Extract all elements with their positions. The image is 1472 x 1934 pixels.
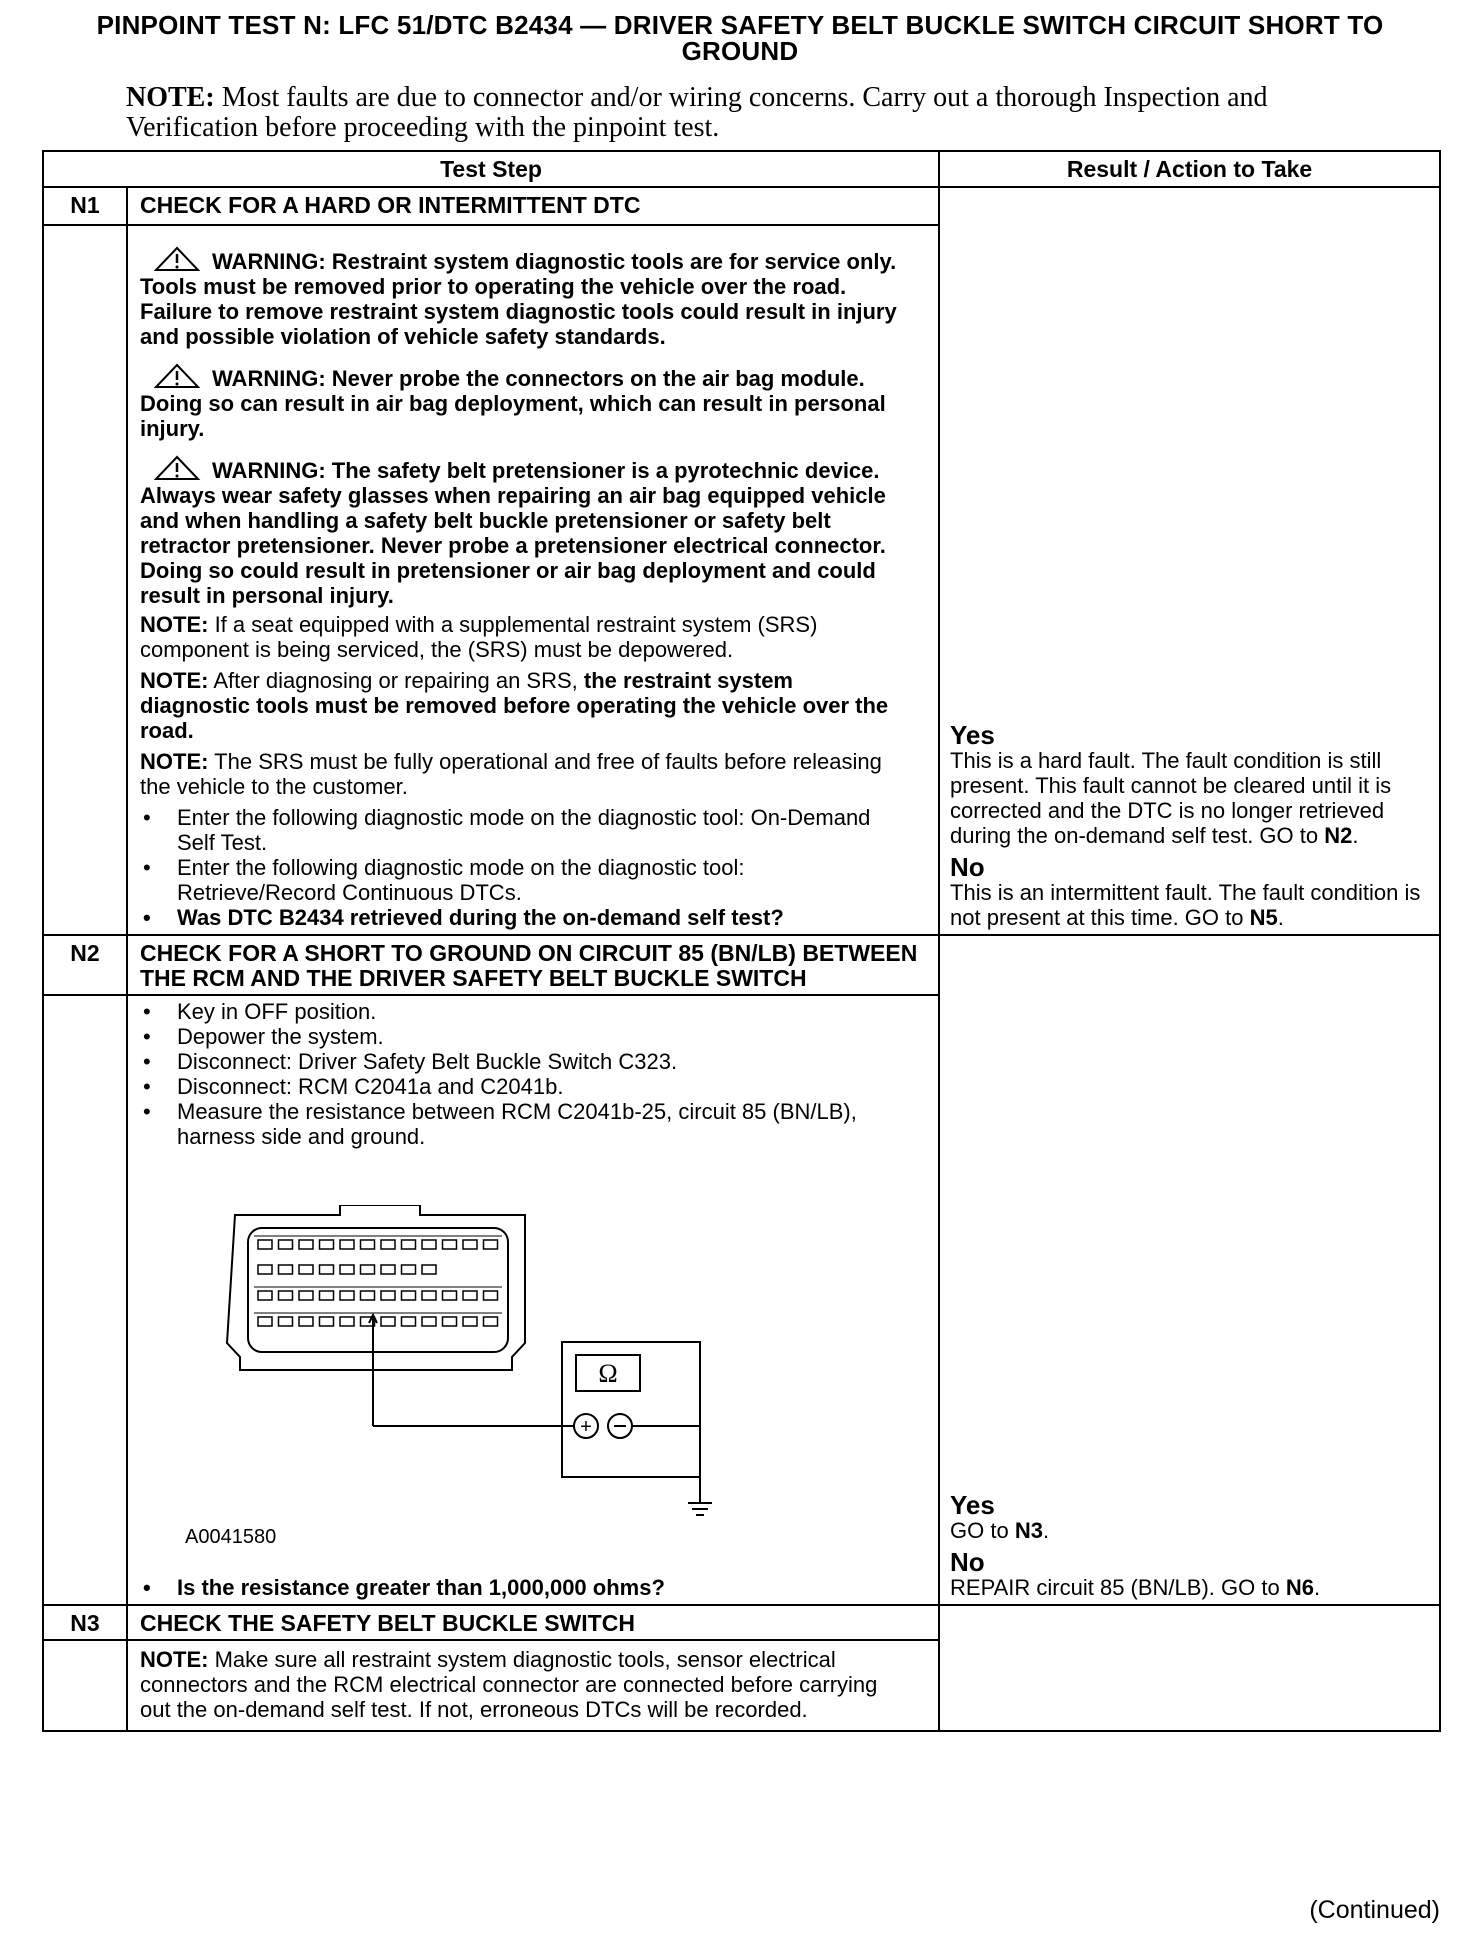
intro-note-text: Most faults are due to connector and/or wiring concerns. Carry out a thorough Inspection and Verification before proceeding with the pinpoint test. (126, 82, 1268, 143)
pin-cavity (340, 1240, 354, 1249)
pin-cavity (258, 1317, 272, 1326)
question-n1: • Was DTC B2434 retrieved during the on-demand self test? (140, 905, 898, 930)
pin-cavity (381, 1265, 395, 1274)
no-text-n1: This is an intermittent fault. The fault condition is not present at this time. GO to (950, 880, 1421, 930)
pin-cavity (279, 1240, 293, 1249)
step-id-spacer-n3 (43, 1640, 127, 1731)
pin-cavity (402, 1265, 416, 1274)
figure-id: A0041580 (185, 1526, 277, 1548)
pin-cavity (443, 1291, 457, 1300)
step-list-n1 (140, 805, 898, 930)
goto-link-n2[interactable]: N2 (1324, 823, 1353, 848)
pin-cavity (463, 1240, 477, 1249)
pin-cavity (422, 1317, 436, 1326)
continued-label: (Continued) (1309, 1896, 1440, 1924)
step-body-n3 (127, 1640, 939, 1731)
pin-cavity (258, 1240, 272, 1249)
step-id-n2: N2 (43, 935, 127, 995)
multimeter-body (562, 1342, 700, 1477)
pinpoint-test-table (42, 150, 1441, 1732)
note-1-label: NOTE: (140, 612, 209, 637)
warning-triangle-icon (152, 363, 202, 389)
pin-cavity (402, 1240, 416, 1249)
pin-cavity (422, 1265, 436, 1274)
pin-cavity (340, 1317, 354, 1326)
list-item: • Key in OFF position. (140, 999, 898, 1024)
pin-cavity (463, 1291, 477, 1300)
col-header-test-step: Test Step (43, 151, 939, 187)
warning-3-text: WARNING: The safety belt pretensioner is a pyrotechnic device. Always wear safety glasses when repairing an air bag equipped vehicle and when handling a safety belt buckle pretensioner or safety belt retractor pretensioner. Never probe a pretensioner electrical connector. Doing so could result in pretensioner or air bag deployment and could result in personal injury. (140, 458, 886, 608)
col-header-result: Result / Action to Take (939, 151, 1440, 187)
step-body-n1 (127, 225, 939, 935)
pin-cavity (361, 1265, 375, 1274)
no-end-n2: . (1313, 1575, 1321, 1600)
question-list-n2 (140, 1575, 898, 1600)
connector-pins (254, 1236, 502, 1326)
warning-triangle-icon (152, 455, 202, 481)
pin-cavity (340, 1265, 354, 1274)
warning-1 (140, 246, 898, 349)
list-item: • Depower the system. (140, 1024, 898, 1049)
result-n3 (939, 1605, 1440, 1731)
pin-cavity (422, 1291, 436, 1300)
no-text-n2: REPAIR circuit 85 (BN/LB). GO to (950, 1575, 1286, 1600)
step-n2-header-row (43, 935, 1440, 995)
pin-cavity (402, 1291, 416, 1300)
result-n1 (939, 187, 1440, 935)
question-n2: • Is the resistance greater than 1,000,000 ohms? (140, 1575, 898, 1600)
note-1-text: If a seat equipped with a supplemental restraint system (SRS) component is being serviced, the (SRS) must be depowered. (140, 612, 818, 662)
yes-action-n2 (950, 1518, 1433, 1543)
intro-note (126, 83, 1326, 143)
step-body-n2 (127, 995, 939, 1605)
pin-cavity (258, 1265, 272, 1274)
ohm-symbol: Ω (598, 1359, 618, 1388)
note-1 (140, 612, 898, 662)
plus-glyph: + (580, 1416, 592, 1438)
connector-measurement-figure (140, 1205, 760, 1575)
pin-cavity (381, 1291, 395, 1300)
step-id-spacer-n1 (43, 225, 127, 935)
pin-cavity (299, 1317, 313, 1326)
step-list-n2 (140, 999, 898, 1149)
note-3-label: NOTE: (140, 749, 209, 774)
pin-cavity (463, 1317, 477, 1326)
warning-3 (140, 455, 898, 608)
pin-cavity (361, 1240, 375, 1249)
note-n3-text: Make sure all restraint system diagnostic tools, sensor electrical connectors and the RCM electrical connector are connected before carrying out the on-demand self test. If not, erroneous DTCs will be recorded. (140, 1647, 878, 1722)
warning-1-text: WARNING: Restraint system diagnostic tools are for service only. Tools must be removed prior to operating the vehicle over the road. Failure to remove restraint system diagnostic tools could result in injury and possible violation of vehicle safety standards. (140, 249, 897, 349)
pin-cavity (299, 1240, 313, 1249)
no-end-n1: . (1277, 905, 1284, 930)
no-label-n1: No (950, 852, 985, 882)
pin-cavity (320, 1291, 334, 1300)
pin-cavity (484, 1291, 498, 1300)
pin-cavity (299, 1265, 313, 1274)
pin-cavity (258, 1291, 272, 1300)
yes-label-n1: Yes (950, 720, 995, 750)
step-heading-n3: CHECK THE SAFETY BELT BUCKLE SWITCH (127, 1605, 939, 1640)
note-n3 (140, 1647, 898, 1722)
page-title: PINPOINT TEST N: LFC 51/DTC B2434 — DRIVER SAFETY BELT BUCKLE SWITCH CIRCUIT SHORT TO GROUND (96, 10, 1384, 66)
pin-cavity (279, 1317, 293, 1326)
step-heading-n1: CHECK FOR A HARD OR INTERMITTENT DTC (127, 187, 939, 225)
table-header-row (43, 151, 1440, 187)
pin-cavity (361, 1291, 375, 1300)
yes-action-n1 (950, 748, 1433, 848)
note-3-text: The SRS must be fully operational and free of faults before releasing the vehicle to the customer. (140, 749, 882, 799)
pin-cavity (340, 1291, 354, 1300)
note-2-label: NOTE: (140, 668, 209, 693)
warning-2 (140, 363, 898, 441)
note-3 (140, 749, 898, 799)
list-item: • Enter the following diagnostic mode on the diagnostic tool: Retrieve/Record Continuous DTCs. (140, 855, 898, 905)
connector-diagram (140, 1205, 760, 1525)
step-n3-header-row (43, 1605, 1440, 1640)
pin-cavity (320, 1265, 334, 1274)
list-item: • Disconnect: RCM C2041a and C2041b. (140, 1074, 898, 1099)
pin-cavity (443, 1317, 457, 1326)
yes-end-n2: . (1042, 1518, 1050, 1543)
pin-cavity (320, 1317, 334, 1326)
goto-link-n6[interactable]: N6 (1285, 1575, 1314, 1600)
list-item: • Disconnect: Driver Safety Belt Buckle Switch C323. (140, 1049, 898, 1074)
pin-cavity (320, 1240, 334, 1249)
no-action-n1 (950, 880, 1433, 930)
pin-cavity (299, 1291, 313, 1300)
yes-label-n2: Yes (950, 1490, 995, 1520)
pin-cavity (381, 1317, 395, 1326)
step-heading-n2: CHECK FOR A SHORT TO GROUND ON CIRCUIT 85 (BN/LB) BETWEEN THE RCM AND THE DRIVER SAFETY BELT BUCKLE SWITCH (127, 935, 939, 995)
yes-end-n1: . (1352, 823, 1359, 848)
yes-text-n1: This is a hard fault. The fault condition is still present. This fault cannot be cleared until it is corrected and the DTC is no longer retrieved during the on-demand self test. GO to (950, 748, 1392, 848)
result-n2 (939, 935, 1440, 1605)
pin-cavity (484, 1317, 498, 1326)
list-item: • Measure the resistance between RCM C2041b-25, circuit 85 (BN/LB), harness side and ground. (140, 1099, 898, 1149)
step-id-n1: N1 (43, 187, 127, 225)
note-2 (140, 668, 898, 743)
pin-cavity (381, 1240, 395, 1249)
pin-cavity (422, 1240, 436, 1249)
note-2-bold: the restraint system diagnostic tools must be removed before operating the vehicle over the road. (140, 668, 889, 743)
yes-text-n2: GO to (950, 1518, 1015, 1543)
intro-note-label: NOTE: (126, 82, 215, 113)
connector-inner (248, 1228, 508, 1352)
note-n3-label: NOTE: (140, 1647, 209, 1672)
step-id-spacer-n2 (43, 995, 127, 1605)
pin-cavity (279, 1291, 293, 1300)
list-item: • Enter the following diagnostic mode on the diagnostic tool: On-Demand Self Test. (140, 805, 898, 855)
goto-link-n3[interactable]: N3 (1014, 1518, 1043, 1543)
pin-cavity (279, 1265, 293, 1274)
warning-2-text: WARNING: Never probe the connectors on the air bag module. Doing so can result in air bag deployment, which can result in personal injury. (140, 366, 886, 441)
step-id-n3: N3 (43, 1605, 127, 1640)
pin-cavity (402, 1317, 416, 1326)
pin-cavity (443, 1240, 457, 1249)
step-n1-header-row (43, 187, 1440, 225)
note-2-text: After diagnosing or repairing an SRS, (208, 668, 584, 693)
warning-triangle-icon (152, 246, 202, 272)
pin-cavity (484, 1240, 498, 1249)
no-label-n2: No (950, 1547, 985, 1577)
no-action-n2 (950, 1575, 1433, 1600)
goto-link-n5[interactable]: N5 (1249, 905, 1278, 930)
